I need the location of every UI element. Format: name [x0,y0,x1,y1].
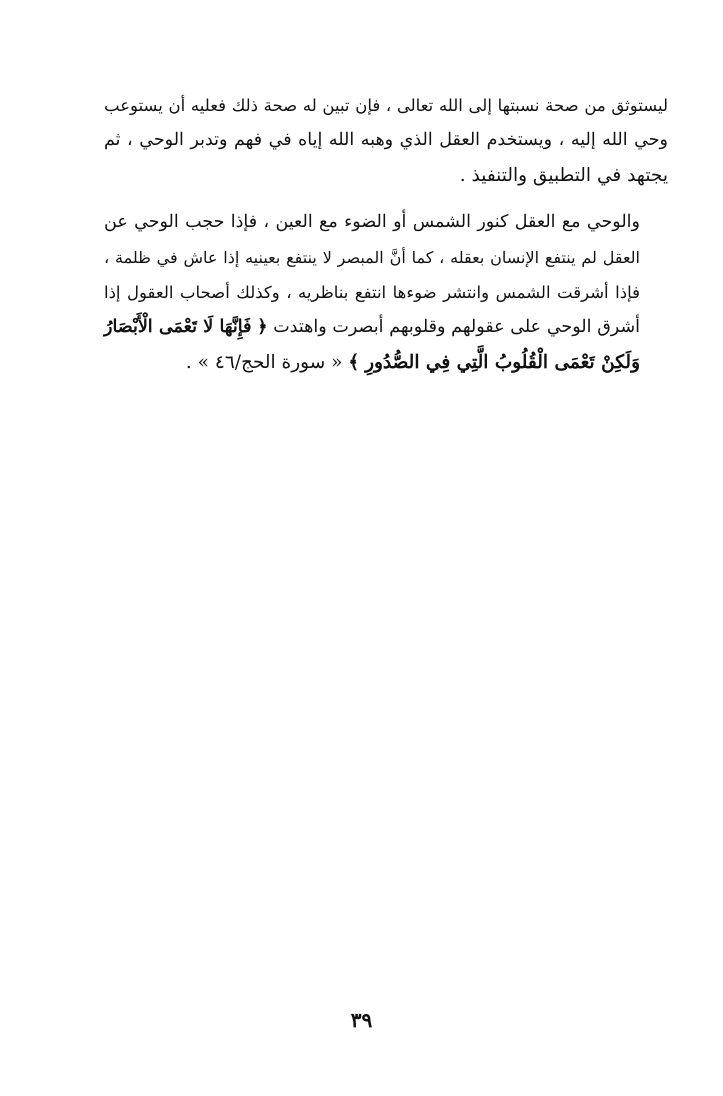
quran-open-bracket: ﴿ [257,317,268,337]
paragraph-2-line-2: العقل لم ينتفع الإنسان بعقله ، كما أنَّ المبصر لا ينتفع بعينيه إذا عاش في ظلمة ، [104,248,640,267]
paragraph-1-line-3: يجتهد في التطبيق والتنفيذ . [459,165,668,186]
paragraph-2-line-3: فإذا أشرقت الشمس وانتشر ضوءها انتفع بناظريه ، وكذلك أصحاب العقول إذا [104,283,640,302]
paragraph-2-line-1: والوحي مع العقل كنور الشمس أو الضوء مع العين ، فإذا حجب الوحي عن [104,212,640,232]
paragraph-2-line-4-text: أشرق الوحي على عقولهم وقلوبهم أبصرت واهتدت [273,317,640,337]
quran-verse-part-1: فَإِنَّهَا لَا تَعْمَى الْأَبْصَارُ [104,317,252,337]
page-number: ٣٩ [350,1008,373,1032]
surah-citation: « سورة الحج/٤٦ » . [185,352,343,373]
quran-verse-part-2: وَلَكِنْ تَعْمَى الْقُلُوبُ الَّتِي فِي الصُّدُورِ [365,352,640,373]
quran-close-bracket: ﴾ [348,352,360,373]
paragraph-1-line-1: ليستوثق من صحة نسبتها إلى الله تعالى ، فإن تبين له صحة ذلك فعليه أن يستوعب [104,96,668,115]
paragraph-2-line-4 [104,310,668,345]
paragraph-2 [104,205,668,380]
paragraph-2-line-5 [104,345,668,380]
paragraph-1 [104,88,668,193]
paragraph-1-line-2: وحي الله إليه ، ويستخدم العقل الذي وهبه الله إياه في فهم وتدبر الوحي ، ثم [104,130,668,150]
